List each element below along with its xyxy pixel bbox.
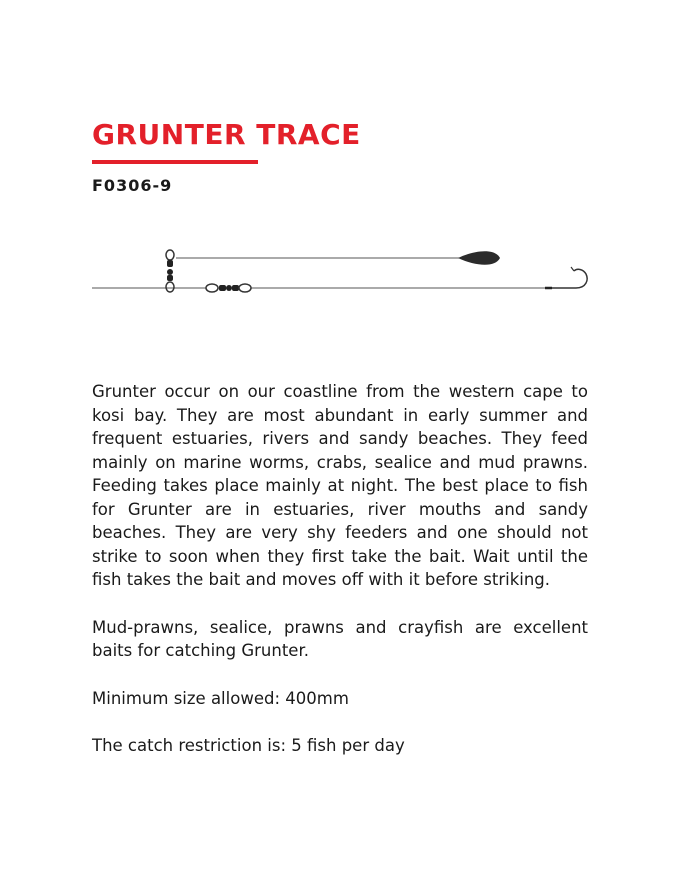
title-underline — [92, 160, 258, 164]
product-code: F0306-9 — [92, 176, 173, 195]
paragraph-baits: Mud-prawns, sealice, prawns and crayfish are excellent baits for catching Grunter. — [92, 617, 588, 660]
sinker-icon — [458, 251, 500, 265]
description — [92, 380, 588, 782]
hook-icon — [545, 267, 587, 288]
trace-rig-illustration — [90, 238, 600, 308]
paragraph-catch-limit: The catch restriction is: 5 fish per day — [92, 736, 405, 755]
paragraph-min-size: Minimum size allowed: 400mm — [92, 688, 349, 708]
paragraph-habitat: Grunter occur on our coastline from the western cape to kosi bay. They are most abundant in early summer and frequent estuaries, rivers and sandy beaches. They feed mainly on marine worms, crabs, sealice and mud prawns. Feeding takes place mainly at night. The best place to fish for Grunter are in estuaries, river mouths and sandy beaches. They are very shy feeders and one should not strike to soon when they first take the bait. Wait until the fish takes the bait and moves off with it before striking. — [92, 382, 588, 589]
swivel-icon — [166, 250, 174, 292]
page-title: GRUNTER TRACE — [92, 118, 361, 151]
swivel-icon — [206, 284, 251, 292]
